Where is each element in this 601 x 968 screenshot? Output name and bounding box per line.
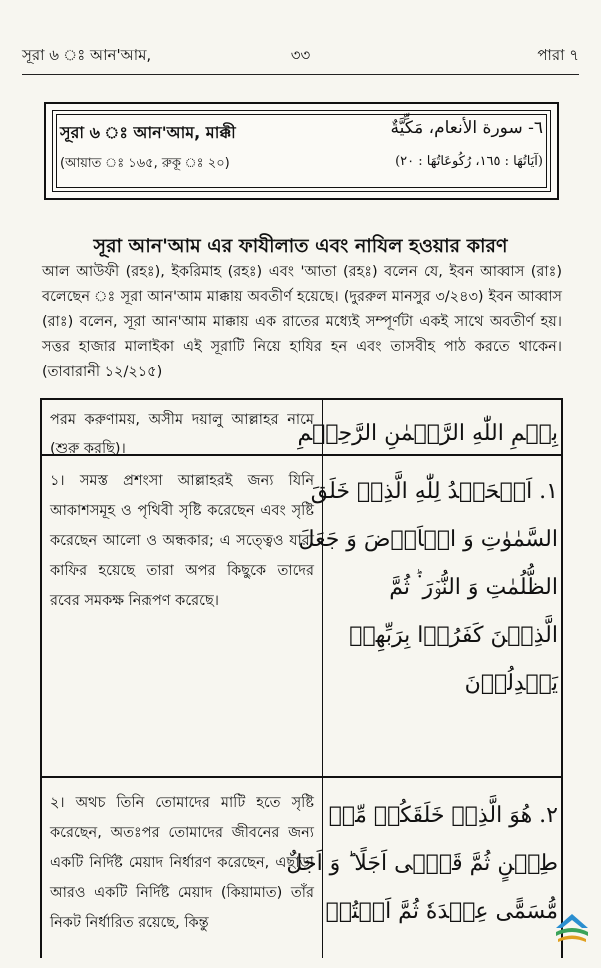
surah-title-box bbox=[44, 102, 559, 200]
intro-paragraph: আল আউফী (রহঃ), ইকরিমাহ (রহঃ) এবং 'আতা (রহঃ) বলেন যে, ইবন আব্বাস (রাঃ) বলেছেন ঃ সূরা আন'আম মাক্কায় অবতীর্ণ হয়েছে। (দুররুল মানসুর ৩/২৪৩) ইবন আব্বাস (রাঃ) বলেন, সূরা আন'আম মাক্কায় এক রাতের মধ্যেই সম্পূর্ণটা একই সাথে অবতীর্ণ হয়। সত্তর হাজার মালাইকা এই সূরাটি নিয়ে হাযির হন এবং তাসবীহ পাঠ করতে থাকেন। (তাবারানী ১২/২১৫) bbox=[42, 264, 562, 380]
header-para-ref: পারা ৭ bbox=[537, 46, 579, 64]
bengali-translation: ১। সমস্ত প্রশংসা আল্লাহরই জন্য যিনি আকাশসমূহ ও পৃথিবী সৃষ্টি করেছেন এবং সৃষ্টি করেছেন আলো ও অন্ধকার; এ সত্ত্বেও যারা কাফির হয়েছে তারা অপর কিছুকে তাদের রবের সমকক্ষ নিরূপণ করেছে। bbox=[50, 473, 314, 609]
header-surah-ref: সূরা ৬ ঃ আন'আম, bbox=[22, 46, 152, 64]
arabic-line: الظُّلُمٰتِ وَ النُّوۡرَ ۬ؕ ثُمَّ bbox=[389, 575, 558, 600]
arabic-verse bbox=[286, 792, 558, 936]
arabic-line: ٢. هُوَ الَّذِیۡ خَلَقَكُمۡ مِّنۡ bbox=[328, 803, 558, 828]
bengali-translation: পরম করুণাময়, অসীম দয়ালু আল্লাহর নামে (শুরু করছি)। bbox=[50, 412, 314, 457]
surah-title-bengali: সূরা ৬ ঃ আন'আম, মাক্কী bbox=[60, 123, 236, 142]
page-number: ৩৩ bbox=[290, 46, 311, 64]
arabic-line: مُّسَمًّی عِنۡدَهٗ ثُمَّ اَنۡتُمۡ bbox=[325, 899, 558, 924]
publisher-logo-icon bbox=[552, 912, 592, 948]
surah-verse-count-bengali: (আয়াত ঃ ১৬৫, রুকূ ঃ ২০) bbox=[60, 156, 230, 171]
verse-table bbox=[40, 398, 563, 958]
table-row bbox=[42, 400, 561, 456]
table-row bbox=[42, 778, 561, 968]
bengali-translation: ২। অথচ তিনি তোমাদের মাটি হতে সৃষ্টি করেছেন, অতঃপর তোমাদের জীবনের জন্য একটি নির্দিষ্ট মেয়াদ নির্ধারণ করেছেন, এছাড়া আরও একটি নির্দিষ্ট মেয়াদ (কিয়ামাত) তাঁর নিকট নির্ধারিত রয়েছে, কিন্তু bbox=[50, 795, 314, 931]
page-header bbox=[22, 44, 579, 72]
arabic-verse bbox=[298, 468, 558, 708]
header-divider bbox=[22, 74, 579, 75]
arabic-line: طِیۡنٍ ثُمَّ قَضٰۤی اَجَلًا ؕ وَ اَجَلٌ bbox=[286, 851, 558, 876]
table-row bbox=[42, 456, 561, 778]
section-heading: সূরা আন'আম এর ফাযীলাত এবং নাযিল হওয়ার কারণ bbox=[93, 235, 508, 257]
surah-verse-count-arabic: (آيَاتُهَا : ١٦٥، رُكُوعَاتُهَا : ٢٠) bbox=[395, 154, 543, 169]
arabic-line: السَّمٰوٰتِ وَ الۡاَرۡضَ وَ جَعَلَ bbox=[298, 527, 558, 552]
arabic-verse bbox=[297, 410, 558, 458]
arabic-line: یَعۡدِلُوۡنَ bbox=[464, 671, 558, 696]
arabic-line: بِسۡمِ اللّٰهِ الرَّحۡمٰنِ الرَّحِیۡمِ bbox=[297, 421, 558, 446]
arabic-line: ١. اَلۡحَمۡدُ لِلّٰهِ الَّذِیۡ خَلَقَ bbox=[310, 479, 558, 504]
surah-title-arabic: ٦- سورة الأنعام، مَكِّيَّةٌ bbox=[390, 118, 543, 138]
arabic-line: الَّذِیۡنَ كَفَرُوۡا بِرَبِّهِمۡ bbox=[349, 623, 558, 648]
